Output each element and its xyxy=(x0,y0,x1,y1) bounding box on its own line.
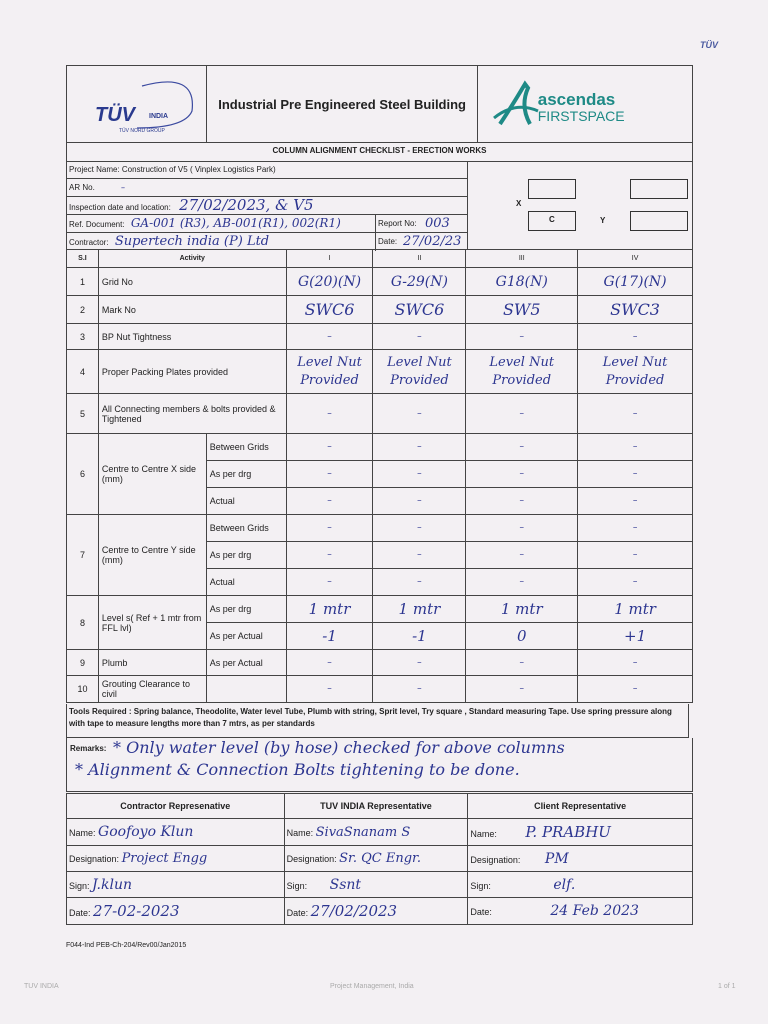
contractor-value: Supertech india (P) Ltd xyxy=(114,234,270,249)
sign-label: Sign: xyxy=(286,880,308,891)
cell-value: – xyxy=(466,676,578,703)
cell-value: – xyxy=(286,434,373,461)
cell-value: – xyxy=(578,676,693,703)
tools-required-text: Tools Required : Spring balance, Theodolite, Water level Tube, Plumb with string, Sprit level, Try square , Standard measuring Tape. Use spring pressure along with tape to measure lengths more than 7 mtrs, as per standards xyxy=(69,707,672,728)
cell-value: – xyxy=(286,542,373,569)
cell-value: – xyxy=(286,650,373,676)
cell-value: G-29(N) xyxy=(373,268,466,296)
tuv-logo-text: TÜV xyxy=(95,104,135,126)
tuv-rep-name: SivaSnanam S xyxy=(315,824,411,840)
contractor-rep-signature: J.klun xyxy=(92,876,133,893)
row-activity: Centre to Centre X side (mm) xyxy=(98,434,206,515)
cell-value: – xyxy=(373,542,466,569)
footer-left xyxy=(24,983,59,990)
row-activity: Proper Packing Plates provided xyxy=(98,350,286,394)
table-row xyxy=(67,296,693,324)
cell-value: – xyxy=(578,569,693,596)
cell-value: – xyxy=(373,434,466,461)
cell-value: – xyxy=(373,569,466,596)
row-activity: All Connecting members & bolts provided & Tightened xyxy=(98,394,286,434)
row-subactivity: Actual xyxy=(206,569,286,596)
client-rep-designation: PM xyxy=(544,850,569,867)
remarks-line2: * Alignment & Connection Bolts tightening to be done. xyxy=(75,760,520,779)
cell-value: – xyxy=(578,394,693,434)
ar-label: AR No. xyxy=(69,183,95,192)
cell-value: – xyxy=(466,394,578,434)
cell-value: 1 mtr xyxy=(373,596,466,623)
table-row xyxy=(67,324,693,350)
diagram-box-4 xyxy=(630,211,688,231)
cell-value: – xyxy=(286,324,373,350)
checklist-table xyxy=(66,249,693,703)
client-rep-name: P. PRABHU xyxy=(525,823,611,841)
header-table xyxy=(66,65,693,143)
cell-value: – xyxy=(286,461,373,488)
table-row xyxy=(67,676,693,703)
row-subactivity: Between Grids xyxy=(206,434,286,461)
table-row xyxy=(67,515,693,542)
name-label: Name: xyxy=(286,827,314,838)
inspection-value: 27/02/2023, & V5 xyxy=(179,196,314,214)
cell-value: – xyxy=(286,515,373,542)
signature-designation-row xyxy=(67,846,693,872)
form-code xyxy=(66,942,186,949)
date-label: Date: xyxy=(470,907,492,917)
ref-value: GA-001 (R3), AB-001(R1), 002(R1) xyxy=(130,216,341,230)
table-header-row xyxy=(67,250,693,268)
cell-value: -1 xyxy=(286,623,373,650)
tuv-logo xyxy=(67,66,207,143)
cell-value: Level Nut Provided xyxy=(578,350,693,394)
tuv-rep-designation: Sr. QC Engr. xyxy=(339,851,421,866)
cell-value: -1 xyxy=(373,623,466,650)
date-label: Date: xyxy=(286,908,309,918)
signature-date-row xyxy=(67,898,693,925)
remarks xyxy=(66,738,693,792)
row-activity: Grouting Clearance to civil xyxy=(98,676,206,703)
cell-value: 1 mtr xyxy=(286,596,373,623)
form-title-bar xyxy=(66,141,693,162)
header-title-cell xyxy=(207,66,477,143)
th-col-iv: IV xyxy=(578,250,693,268)
row-number: 9 xyxy=(67,650,99,676)
cell-value: – xyxy=(286,676,373,703)
contractor-rep-date: 27-02-2023 xyxy=(93,902,180,920)
tools-required xyxy=(66,704,689,738)
cell-value: G18(N) xyxy=(466,268,578,296)
cell-value: Level Nut Provided xyxy=(466,350,578,394)
ref-row xyxy=(67,215,467,233)
cell-value: – xyxy=(373,650,466,676)
table-row xyxy=(67,268,693,296)
designation-label: Designation: xyxy=(69,854,120,864)
client-rep-heading: Client Representative xyxy=(468,794,693,819)
cell-value: – xyxy=(466,515,578,542)
cell-value: 0 xyxy=(466,623,578,650)
th-sl: S.I xyxy=(67,250,99,268)
cell-value: Level Nut Provided xyxy=(373,350,466,394)
row-activity: Centre to Centre Y side (mm) xyxy=(98,515,206,596)
row-subactivity: As per drg xyxy=(206,596,286,623)
signature-name-row xyxy=(67,819,693,846)
cell-value: SW5 xyxy=(466,296,578,324)
cell-value: – xyxy=(578,650,693,676)
contractor-label: Contractor: xyxy=(69,238,109,247)
footer-center xyxy=(330,983,414,990)
date-value: 27/02/23 xyxy=(403,234,462,249)
row-number: 4 xyxy=(67,350,99,394)
cell-value: – xyxy=(578,542,693,569)
row-number: 6 xyxy=(67,434,99,515)
row-number: 1 xyxy=(67,268,99,296)
tuv-rep-signature: Ssnt xyxy=(329,876,362,893)
cell-value: SWC6 xyxy=(373,296,466,324)
row-subactivity: As per drg xyxy=(206,461,286,488)
form-code-text: F044-Ind PEB-Ch-204/Rev00/Jan2015 xyxy=(66,942,187,949)
row-subactivity: As per Actual xyxy=(206,623,286,650)
signature-table xyxy=(66,793,693,925)
corner-logo-text: TÜV xyxy=(700,40,718,50)
designation-label: Designation: xyxy=(286,854,337,864)
date-label: Date: xyxy=(69,908,91,918)
signature-sign-row xyxy=(67,872,693,898)
contractor-rep-designation: Project Engg xyxy=(121,851,208,866)
tuv-logo-sub: INDIA xyxy=(149,113,169,120)
sign-label: Sign: xyxy=(69,880,90,891)
ar-value: – xyxy=(121,183,126,192)
cell-value: – xyxy=(466,461,578,488)
cell-value: – xyxy=(466,569,578,596)
remarks-line1: * Only water level (by hose) checked for above columns xyxy=(113,738,565,757)
ar-row xyxy=(67,179,467,197)
diagram-y-label: Y xyxy=(600,216,606,225)
cell-value: – xyxy=(373,324,466,350)
cell-value: – xyxy=(578,324,693,350)
cell-value: – xyxy=(286,394,373,434)
table-row xyxy=(67,596,693,623)
row-number: 5 xyxy=(67,394,99,434)
diagram-box-2 xyxy=(630,179,688,199)
client-logo-line2: FIRSTSPACE xyxy=(537,108,625,124)
th-col-i: I xyxy=(286,250,373,268)
cell-value: – xyxy=(286,488,373,515)
row-activity: Mark No xyxy=(98,296,286,324)
designation-label: Designation: xyxy=(470,854,521,865)
client-logo xyxy=(477,66,692,143)
row-subactivity: As per Actual xyxy=(206,650,286,676)
row-activity: Grid No xyxy=(98,268,286,296)
date-label: Date: xyxy=(375,233,397,251)
remarks-label: Remarks: xyxy=(70,744,107,753)
cell-value: – xyxy=(466,542,578,569)
alignment-diagram xyxy=(466,161,693,250)
sign-label: Sign: xyxy=(470,880,491,891)
row-activity: Level s( Ref + 1 mtr from FFL lvl) xyxy=(98,596,206,650)
ref-label: Ref. Document: xyxy=(69,220,125,229)
diagram-c-label: C xyxy=(549,215,555,224)
corner-logo xyxy=(700,40,718,50)
project-name: Project Name: Construction of V5 ( Vinplex Logistics Park) xyxy=(69,165,276,174)
th-activity: Activity xyxy=(98,250,286,268)
cell-value: – xyxy=(373,461,466,488)
cell-value: – xyxy=(466,650,578,676)
tuv-rep-date: 27/02/2023 xyxy=(310,902,398,920)
cell-value: – xyxy=(373,488,466,515)
cell-value: SWC3 xyxy=(578,296,693,324)
cell-value: +1 xyxy=(578,623,693,650)
cell-value: – xyxy=(373,515,466,542)
table-row xyxy=(67,350,693,394)
diagram-x-label: X xyxy=(516,199,522,208)
row-activity: BP Nut Tightness xyxy=(98,324,286,350)
client-logo-line1: ascendas xyxy=(537,90,616,109)
document-title: Industrial Pre Engineered Steel Building xyxy=(218,96,466,112)
cell-value: – xyxy=(578,515,693,542)
cell-value: 1 mtr xyxy=(466,596,578,623)
row-subactivity: Between Grids xyxy=(206,515,286,542)
footer-left-text: TUV INDIA xyxy=(24,983,59,990)
footer-right xyxy=(718,983,736,990)
th-col-ii: II xyxy=(373,250,466,268)
project-name-row xyxy=(67,161,467,179)
contractor-rep-name: Goofoyo Klun xyxy=(98,824,194,840)
report-value: 003 xyxy=(425,216,450,231)
signature-header-row xyxy=(67,794,693,819)
cell-value: – xyxy=(466,434,578,461)
row-subactivity: As per drg xyxy=(206,542,286,569)
report-label: Report No: xyxy=(375,215,417,232)
name-label: Name: xyxy=(69,828,96,838)
form-title: COLUMN ALIGNMENT CHECKLIST - ERECTION WORKS xyxy=(272,146,487,155)
row-activity: Plumb xyxy=(98,650,206,676)
cell-value: Level Nut Provided xyxy=(286,350,373,394)
cell-value: – xyxy=(578,434,693,461)
tuv-logo-group: TÜV NORD GROUP xyxy=(119,128,165,134)
table-row xyxy=(67,394,693,434)
cell-value: – xyxy=(286,569,373,596)
cell-value: G(20)(N) xyxy=(286,268,373,296)
name-label: Name: xyxy=(470,829,497,839)
cell-value: G(17)(N) xyxy=(578,268,693,296)
table-row xyxy=(67,434,693,461)
project-info xyxy=(66,161,468,250)
cell-value: – xyxy=(373,676,466,703)
tuv-rep-heading: TUV INDIA Representative xyxy=(284,794,468,819)
contractor-rep-heading: Contractor Represenative xyxy=(67,794,285,819)
cell-value: – xyxy=(466,488,578,515)
inspection-row xyxy=(67,197,467,215)
diagram-box-1 xyxy=(528,179,576,199)
inspection-label: Inspection date and location: xyxy=(69,203,171,212)
cell-value: – xyxy=(578,461,693,488)
row-subactivity-empty xyxy=(206,676,286,703)
row-number: 3 xyxy=(67,324,99,350)
footer-center-text: Project Management, India xyxy=(330,983,414,990)
th-col-iii: III xyxy=(466,250,578,268)
row-number: 10 xyxy=(67,676,99,703)
row-number: 8 xyxy=(67,596,99,650)
client-rep-signature: elf. xyxy=(553,876,576,893)
cell-value: – xyxy=(373,394,466,434)
table-row xyxy=(67,650,693,676)
footer-right-text: 1 of 1 xyxy=(718,983,736,990)
cell-value: – xyxy=(578,488,693,515)
cell-value: – xyxy=(466,324,578,350)
cell-value: 1 mtr xyxy=(578,596,693,623)
client-rep-date: 24 Feb 2023 xyxy=(550,903,639,919)
row-subactivity: Actual xyxy=(206,488,286,515)
row-number: 2 xyxy=(67,296,99,324)
row-number: 7 xyxy=(67,515,99,596)
cell-value: SWC6 xyxy=(286,296,373,324)
